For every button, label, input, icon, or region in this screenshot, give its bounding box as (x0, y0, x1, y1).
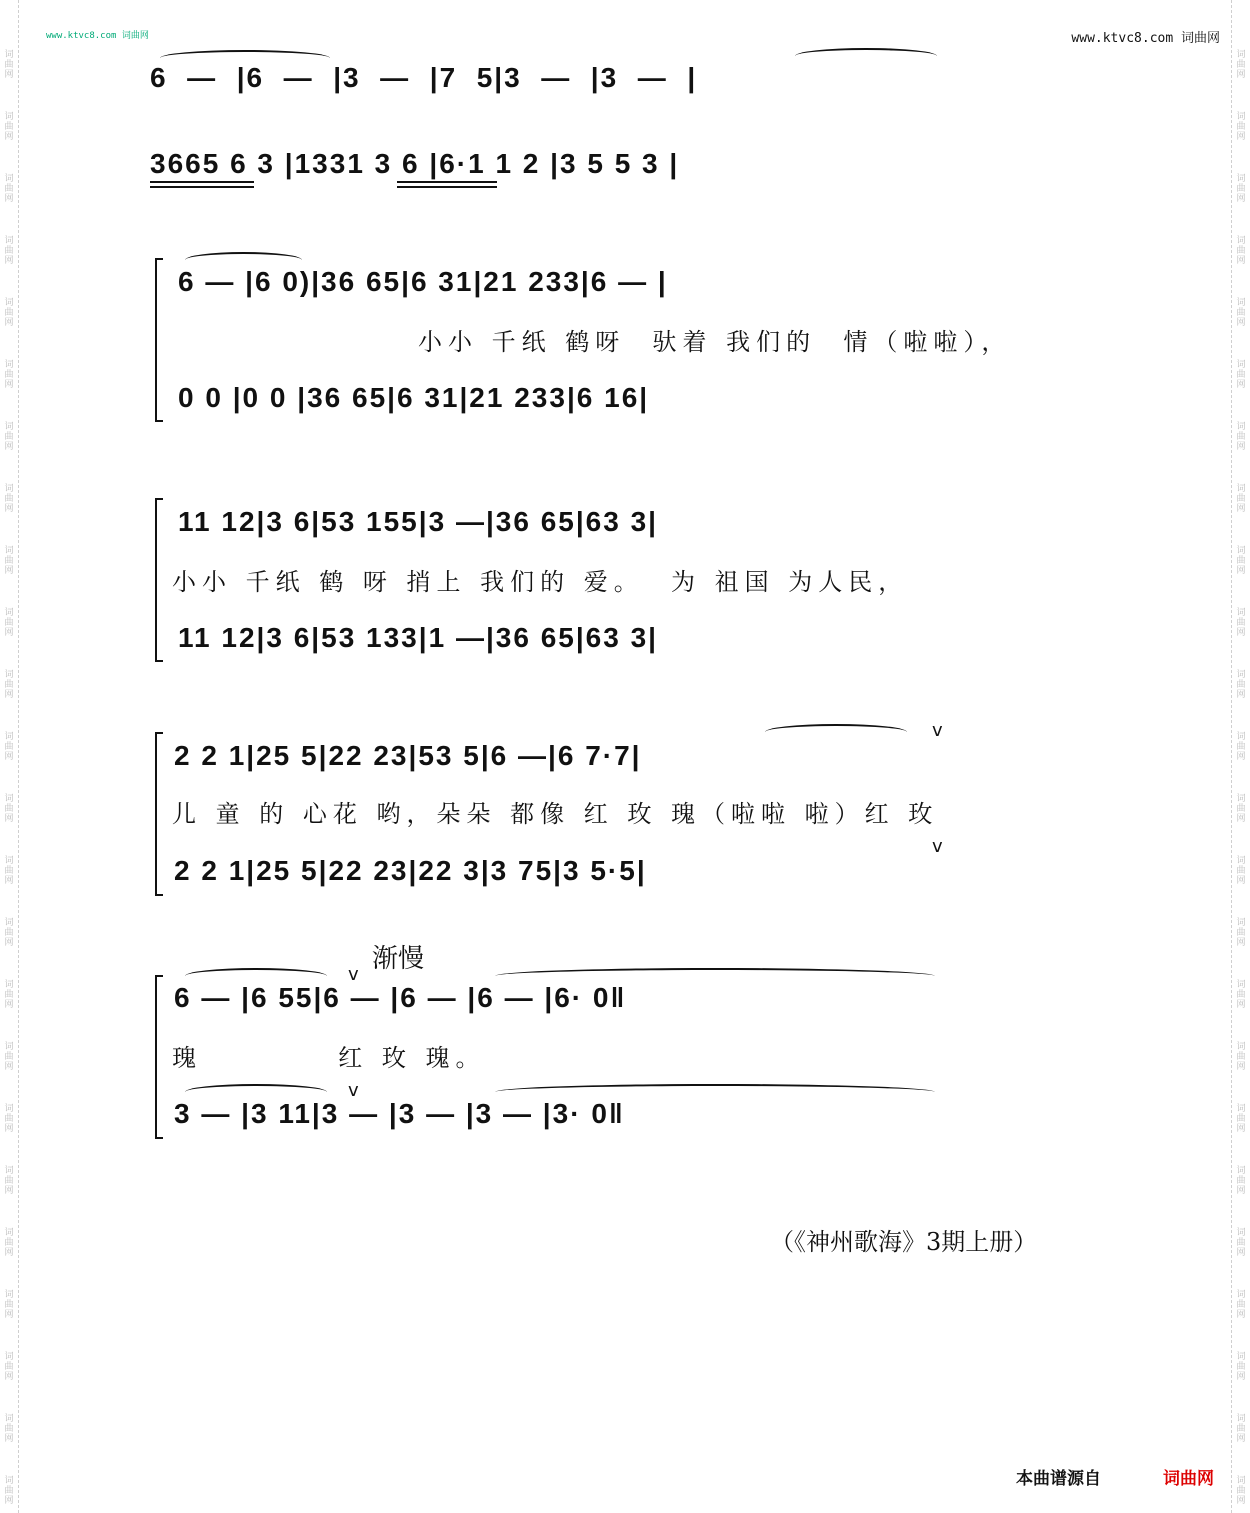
watermark-glyph: 词曲网 (4, 980, 14, 1010)
watermark-glyph: 词曲网 (4, 1228, 14, 1258)
watermark-glyph: 词曲网 (4, 1352, 14, 1382)
tempo-marking: 渐慢 (372, 944, 425, 974)
watermark-glyph: 词曲网 (4, 1414, 14, 1444)
watermark-glyph: 词曲网 (1236, 1166, 1246, 1196)
tie (160, 50, 330, 66)
row5-notes-bottom: 2 2 1|25 5|22 23|22 3|3 75|3 5·5| (174, 855, 647, 886)
breath-mark: v (932, 720, 943, 741)
watermark-glyph: 词曲网 (4, 112, 14, 142)
site-header-left: www.ktvc8.com 词曲网 (46, 31, 149, 41)
watermark-glyph: 词曲网 (1236, 1352, 1246, 1382)
row3-lyrics: 小小 千纸 鹤呀 驮着 我们的 情（啦啦）， (418, 328, 1012, 356)
tie (495, 1084, 935, 1100)
source-citation: （《神州歌海》3期上册） (770, 1228, 1038, 1256)
watermark-glyph: 词曲网 (4, 1166, 14, 1196)
row6-notes-bottom: 3 — |3 11|3 — |3 — |3 — |3· 0‖ (174, 1098, 625, 1129)
watermark-glyph: 词曲网 (1236, 298, 1246, 328)
watermark-glyph: 词曲网 (1236, 794, 1246, 824)
watermark-glyph: 词曲网 (1236, 422, 1246, 452)
system-bracket (155, 975, 163, 1139)
watermark-glyph: 词曲网 (4, 732, 14, 762)
watermark-glyph: 词曲网 (1236, 50, 1246, 80)
watermark-glyph: 词曲网 (1236, 112, 1246, 142)
watermark-glyph: 词曲网 (1236, 1104, 1246, 1134)
watermark-glyph: 词曲网 (1236, 608, 1246, 638)
watermark-glyph: 词曲网 (4, 856, 14, 886)
row2-notes: 3665 6 3 |1331 3 6 |6·1 1 2 |3 5 5 3 | (150, 148, 680, 179)
watermark-glyph: 词曲网 (4, 1476, 14, 1506)
watermark-glyph: 词曲网 (4, 422, 14, 452)
row5-notes-top: 2 2 1|25 5|22 23|53 5|6 —|6 7·7| (174, 740, 642, 771)
row4-notes-top: 11 12|3 6|53 155|3 —|36 65|63 3| (178, 506, 659, 537)
watermark-glyph: 词曲网 (4, 918, 14, 948)
footer-logo: 词曲网 (1163, 1469, 1214, 1489)
watermark-glyph: 词曲网 (1236, 174, 1246, 204)
tie (765, 724, 907, 740)
watermark-glyph: 词曲网 (4, 608, 14, 638)
footer-text: 本曲谱源自 (1016, 1469, 1101, 1489)
watermark-glyph: 词曲网 (4, 1042, 14, 1072)
breath-mark: v (348, 964, 359, 985)
underline (150, 181, 254, 183)
row4-lyrics: 小小 千纸 鹤 呀 捎上 我们的 爱。 为 祖国 为人民， (172, 568, 909, 596)
watermark-glyph: 词曲网 (4, 794, 14, 824)
watermark-glyph: 词曲网 (1236, 980, 1246, 1010)
watermark-glyph: 词曲网 (4, 236, 14, 266)
row1-notes: 6 — |6 — |3 — |7 5|3 — |3 — | (150, 62, 698, 93)
watermark-glyph: 词曲网 (1236, 1042, 1246, 1072)
tie (185, 252, 302, 268)
watermark-glyph: 词曲网 (4, 360, 14, 390)
system-bracket (155, 498, 163, 662)
row3-notes-bottom: 0 0 |0 0 |36 65|6 31|21 233|6 16| (178, 382, 650, 413)
site-header-right: www.ktvc8.com 词曲网 (1071, 31, 1220, 46)
row3-notes-top: 6 — |6 0)|36 65|6 31|21 233|6 — | (178, 266, 668, 297)
watermark-glyph: 词曲网 (4, 1104, 14, 1134)
watermark-glyph: 词曲网 (1236, 1290, 1246, 1320)
watermark-glyph: 词曲网 (4, 670, 14, 700)
watermark-glyph: 词曲网 (1236, 484, 1246, 514)
watermark-glyph: 词曲网 (1236, 1476, 1246, 1506)
tie (185, 968, 327, 984)
tie (185, 1084, 327, 1100)
watermark-glyph: 词曲网 (1236, 1228, 1246, 1258)
watermark-glyph: 词曲网 (4, 298, 14, 328)
watermark-glyph: 词曲网 (1236, 236, 1246, 266)
watermark-glyph: 词曲网 (4, 546, 14, 576)
tie (795, 48, 937, 64)
tie (495, 968, 935, 984)
breath-mark: v (932, 836, 943, 857)
watermark-glyph: 词曲网 (1236, 1414, 1246, 1444)
row4-notes-bottom: 11 12|3 6|53 133|1 —|36 65|63 3| (178, 622, 659, 653)
watermark-glyph: 词曲网 (1236, 546, 1246, 576)
watermark-glyph: 词曲网 (4, 174, 14, 204)
watermark-glyph: 词曲网 (4, 50, 14, 80)
system-bracket (155, 258, 163, 422)
watermark-glyph: 词曲网 (4, 1290, 14, 1320)
underline (397, 181, 497, 183)
watermark-glyph: 词曲网 (1236, 732, 1246, 762)
watermark-glyph: 词曲网 (1236, 360, 1246, 390)
row6-lyrics: 瑰 红 玫 瑰。 (172, 1044, 486, 1072)
watermark-glyph: 词曲网 (1236, 856, 1246, 886)
breath-mark: v (348, 1080, 359, 1101)
underline (397, 186, 497, 188)
underline (150, 186, 254, 188)
watermark-glyph: 词曲网 (1236, 670, 1246, 700)
watermark-glyph: 词曲网 (1236, 918, 1246, 948)
row6-notes-top: 6 — |6 55|6 — |6 — |6 — |6· 0‖ (174, 982, 627, 1013)
system-bracket (155, 732, 163, 896)
row5-lyrics: 儿 童 的 心花 哟，朵朵 都像 红 玫 瑰（啦啦 啦）红 玫 (172, 800, 939, 828)
watermark-glyph: 词曲网 (4, 484, 14, 514)
